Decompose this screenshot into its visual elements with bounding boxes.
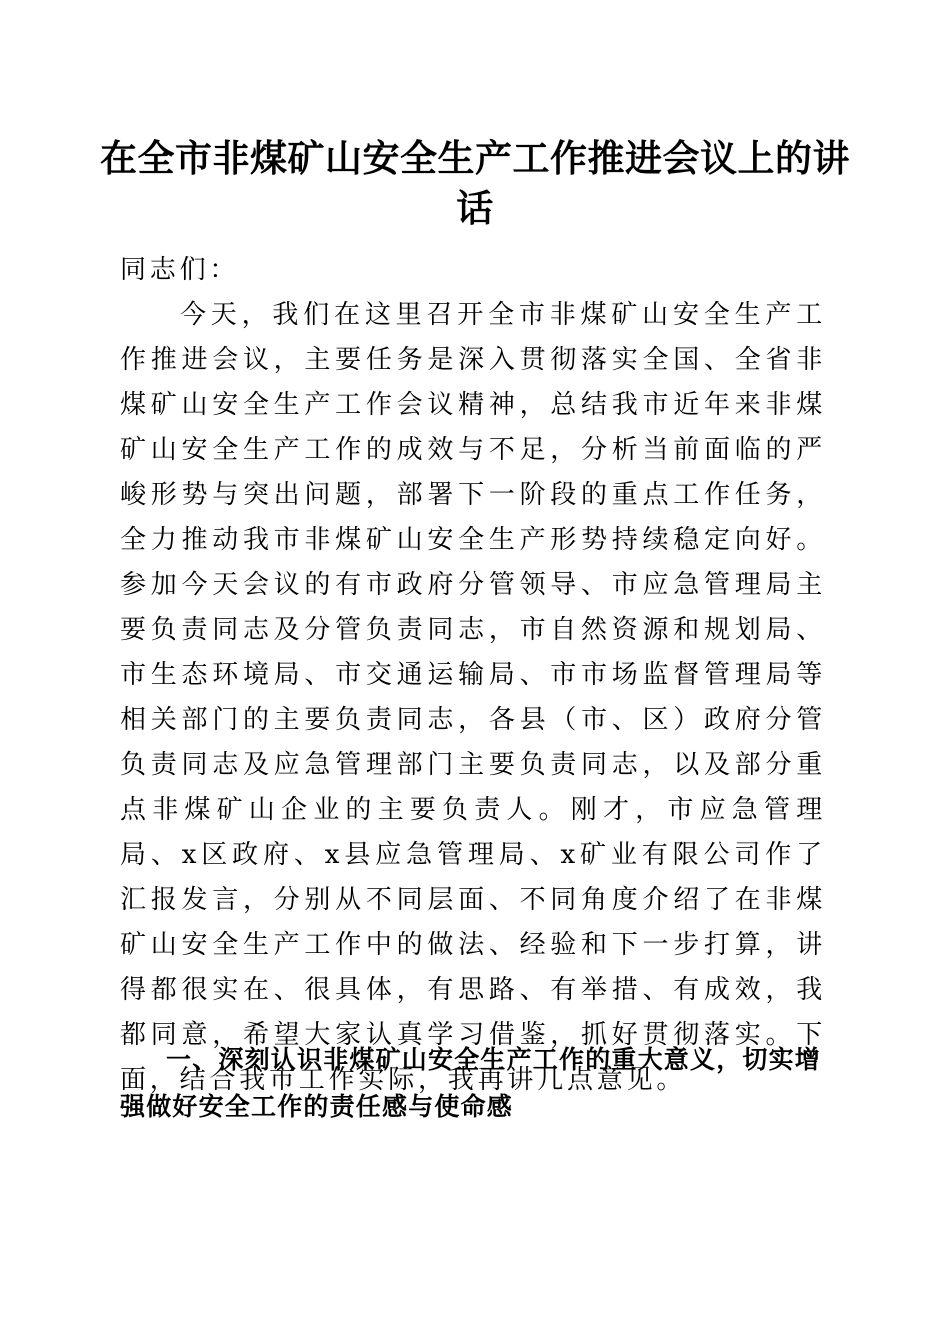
body-paragraph: 今天，我们在这里召开全市非煤矿山安全生产工作推进会议，主要任务是深入贯彻落实全国、全省非煤矿山安全生产工作会议精神，总结我市近年来非煤矿山安全生产工作的成效与不足，分析当前面临的严峻形势与突出问题，部署下一阶段的重点工作任务，全力推动我市非煤矿山安全生产形势持续稳定向好。参加今天会议的有市政府分管领导、市应急管理局主要负责同志及分管负责同志，市自然资源和规划局、市生态环境局、市交通运输局、市市场监督管理局等相关部门的主要负责同志，各县（市、区）政府分管负责同志及应急管理部门主要负责同志，以及部分重点非煤矿山企业的主要负责人。刚才，市应急管理局、x区政府、x县应急管理局、x矿业有限公司作了汇报发言，分别从不同层面、不同角度介绍了在非煤矿山安全生产工作中的做法、经验和下一步打算，讲得都很实在、很具体，有思路、有举措、有成效，我都同意，希望大家认真学习借鉴，抓好贯彻落实。下面，结合我市工作实际，我再讲几点意见。 [120, 300, 826, 1095]
document-body [120, 248, 826, 1103]
salutation: 同志们： [120, 255, 240, 285]
section-heading: 一、深刻认识非煤矿山安全生产工作的重大意义，切实增强做好安全工作的责任感与使命感 [120, 1045, 822, 1121]
document-title: 在全市非煤矿山安全生产工作推进会议上的讲话 [100, 136, 850, 230]
